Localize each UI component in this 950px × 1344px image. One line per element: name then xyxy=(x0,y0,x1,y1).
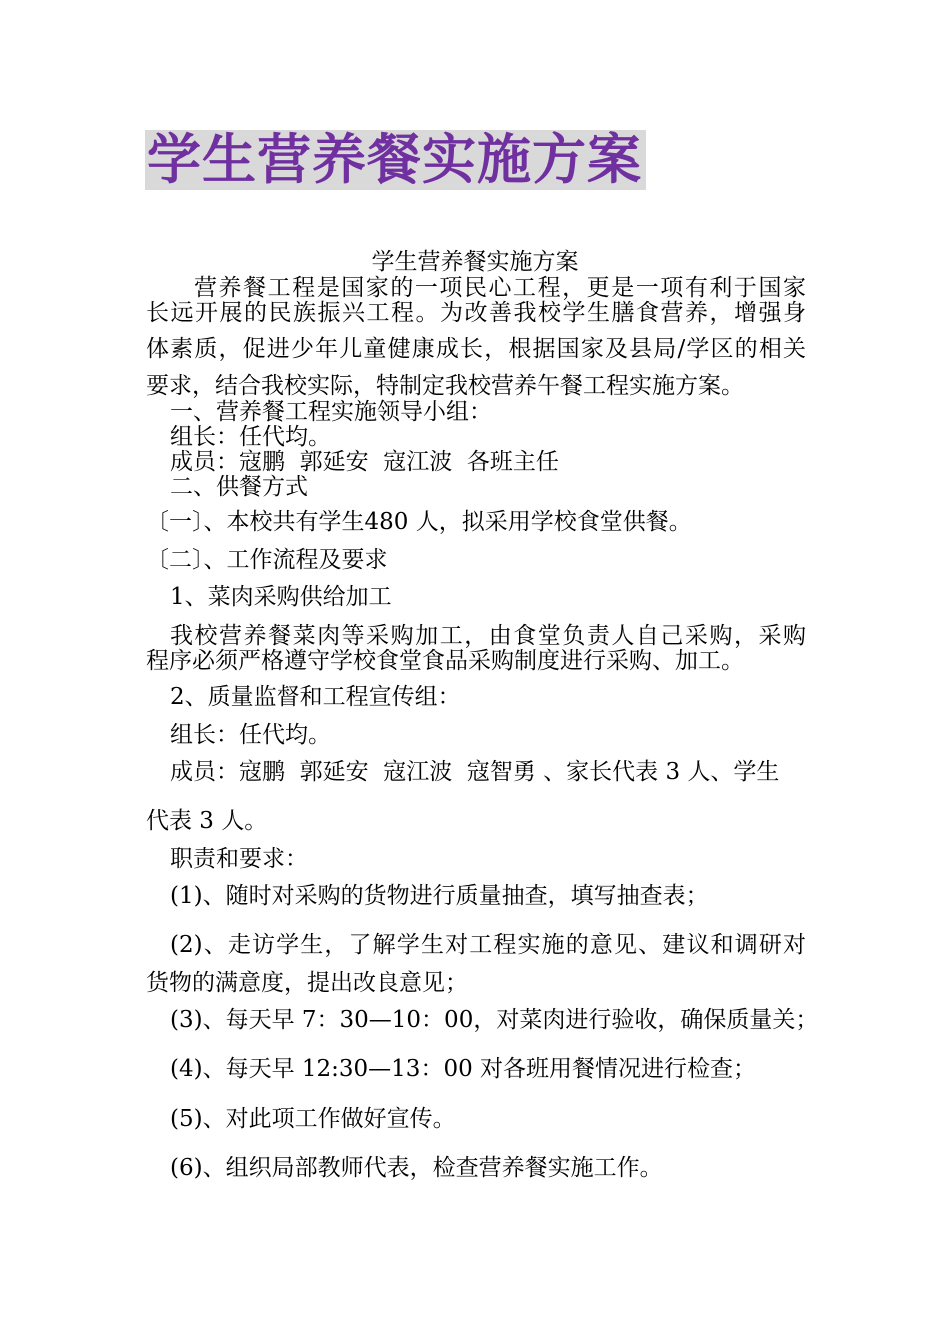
intro-line-2: 长远开展的民族振兴工程。为改善我校学生膳食营养，增强身 xyxy=(146,300,806,326)
sub2-members-line-1: 成员：寇鹏 郭延安 寇江波 寇智勇 、家长代表 3 人、学生 xyxy=(170,759,780,785)
sub2-heading: 2、质量监督和工程宣传组： xyxy=(170,684,461,710)
sub2-leader: 组长：任代均。 xyxy=(170,722,331,748)
duties-heading: 职责和要求： xyxy=(170,846,308,872)
subtitle: 学生营养餐实施方案 xyxy=(371,249,579,275)
duty-item: (1)、随时对采购的货物进行质量抽查，填写抽查表； xyxy=(170,883,709,909)
section1-leader: 组长：任代均。 xyxy=(170,424,331,450)
duty-item: (5)、对此项工作做好宣传。 xyxy=(170,1106,456,1132)
banner-title: 学生营养餐实施方案 xyxy=(145,130,646,190)
duty-item: (4)、每天早 12:30—13：00 对各班用餐情况进行检查； xyxy=(170,1056,757,1082)
intro-line-1: 营养餐工程是国家的一项民心工程，更是一项有利于国家 xyxy=(194,275,806,301)
intro-line-3: 体素质，促进少年儿童健康成长，根据国家及县局/学区的相关 xyxy=(146,336,806,362)
duty-item: (3)、每天早 7：30—10：00，对菜肉进行验收，确保质量关； xyxy=(170,1007,819,1033)
duty-item-continued: 货物的满意度，提出改良意见； xyxy=(146,970,468,996)
intro-line-4: 要求，结合我校实际，特制定我校营养午餐工程实施方案。 xyxy=(146,373,744,399)
section2-item1: 〔一〕、本校共有学生480 人，拟采用学校食堂供餐。 xyxy=(146,509,692,535)
sub1-heading: 1、菜肉采购供给加工 xyxy=(170,584,392,610)
sub1-body-line-2: 程序必须严格遵守学校食堂食品采购制度进行采购、加工。 xyxy=(146,648,744,674)
duty-item: (6)、组织局部教师代表，检查营养餐实施工作。 xyxy=(170,1155,663,1181)
section1-heading: 一、营养餐工程实施领导小组： xyxy=(170,399,492,425)
sub1-body-line-1: 我校营养餐菜肉等采购加工，由食堂负责人自己采购，采购 xyxy=(170,623,806,649)
duty-item: (2)、走访学生，了解学生对工程实施的意见、建议和调研对 xyxy=(170,932,806,958)
section2-item2: 〔二〕、工作流程及要求 xyxy=(146,547,388,573)
section2-heading: 二、供餐方式 xyxy=(170,474,308,500)
section1-members: 成员：寇鹏 郭延安 寇江波 各班主任 xyxy=(170,449,559,475)
sub2-members-line-2: 代表 3 人。 xyxy=(146,808,268,834)
